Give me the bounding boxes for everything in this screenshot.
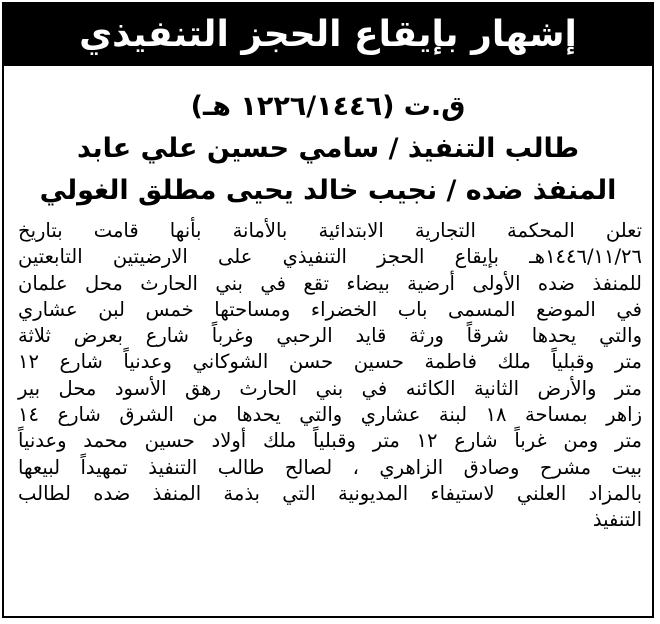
body-line: زاهر بمساحة ١٨ لبنة عشاري والتي يحدها من الشرق شارع ١٤	[18, 403, 642, 427]
notice-title: إشهار بإيقاع الحجز التنفيذي	[79, 14, 577, 55]
notice-body	[18, 218, 642, 534]
body-line: متر والأرض الثانية الكائنه في بني الحارث رهق الأسود محل بير	[18, 376, 642, 400]
body-line: بالمزاد العلني لاستيفاء المديونية التي بذمة المنفذ ضده لطالب	[18, 481, 642, 505]
body-line: ١٤٤٦/١١/٢٦هـ بإيقاع الحجز التنفيذي على الارضيتين التابعتين	[18, 245, 642, 269]
notice-banner	[4, 4, 652, 66]
body-line: تعلن المحكمة التجارية الابتدائية بالأمانة بأنها قامت بتاريخ	[18, 219, 642, 242]
body-line: بيت مشرح وصادق الزاهري ، لصالح طالب التنفيذ تمهيداً لبيعها	[18, 455, 642, 479]
body-line: متر وقبلياً ملك فاطمة حسين حسن الشوكاني وعدنياً شارع ١٢	[18, 350, 642, 374]
body-line: للمنفذ ضده الأولى أرضية بيضاء تقع في بني الحارث محل علمان	[18, 271, 642, 295]
case-reference: ق.ت (١٢٢٦/١٤٤٦ هـ)	[190, 91, 466, 122]
case-headlines	[14, 86, 642, 212]
body-line: متر ومن غرباً شارع ١٢ متر وقبلياً ملك أولاد حسين محمد وعدنياً	[18, 429, 642, 453]
body-line: والتي يحدها شرقاً ورثة قايد الرحبي وغرباً شارع بعرض ثلاثة	[18, 324, 642, 348]
respondent-line: المنفذ ضده / نجيب خالد يحيى مطلق الغولي	[39, 175, 617, 206]
body-line: في الموضع المسمى باب الخضراء ومساحتها خمس لبن عشاري	[18, 297, 642, 321]
applicant-line: طالب التنفيذ / سامي حسين علي عابد	[76, 133, 580, 164]
body-line-last: التنفيذ	[592, 508, 642, 532]
legal-notice	[2, 2, 654, 618]
